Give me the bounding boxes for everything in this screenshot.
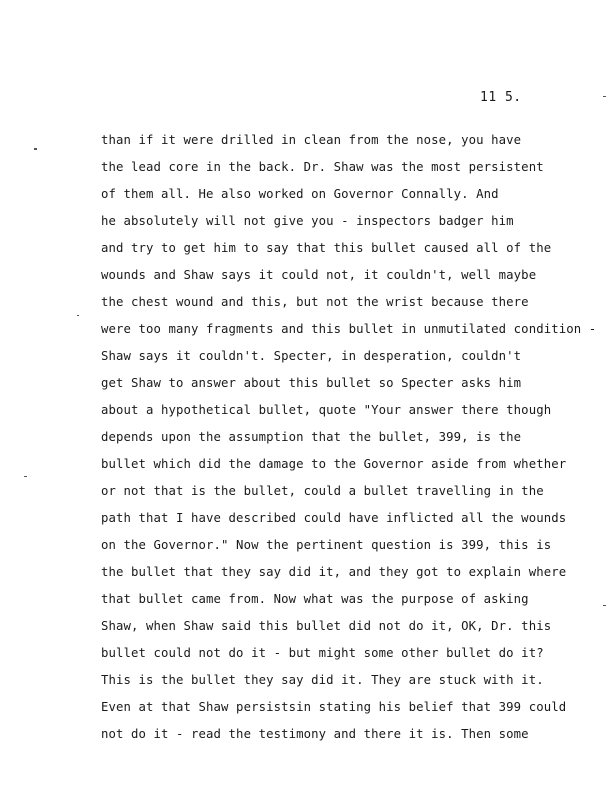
text-line: This is the bullet they say did it. They are stuck with it.	[101, 673, 544, 687]
text-line: the bullet that they say did it, and they got to explain where	[101, 565, 567, 579]
scan-speck	[24, 476, 27, 477]
text-line: that bullet came from. Now what was the purpose of asking	[101, 592, 529, 606]
scan-speck	[603, 605, 606, 606]
text-line: were too many fragments and this bullet in unmutilated condition -	[101, 322, 597, 336]
text-line: depends upon the assumption that the bullet, 399, is the	[101, 430, 522, 444]
scan-speck	[603, 96, 606, 97]
text-line: Shaw, when Shaw said this bullet did not do it, OK, Dr. this	[101, 619, 552, 633]
body-text	[101, 127, 601, 748]
scan-speck	[34, 148, 37, 150]
text-line: than if it were drilled in clean from the nose, you have	[101, 133, 522, 147]
text-line: not do it - read the testimony and there it is. Then some	[101, 727, 529, 741]
text-line: Even at that Shaw persistsin stating his belief that 399 could	[101, 700, 567, 714]
text-line: about a hypothetical bullet, quote "Your answer there though	[101, 403, 552, 417]
text-line: wounds and Shaw says it could not, it couldn't, well maybe	[101, 268, 537, 282]
text-line: the lead core in the back. Dr. Shaw was the most persistent	[101, 160, 544, 174]
text-line: of them all. He also worked on Governor Connally. And	[101, 187, 499, 201]
text-line: path that I have described could have inflicted all the wounds	[101, 511, 567, 525]
page-number: 11 5.	[480, 90, 522, 105]
text-line: he absolutely will not give you - inspectors badger him	[101, 214, 514, 228]
text-line: bullet which did the damage to the Governor aside from whether	[101, 457, 567, 471]
text-line: the chest wound and this, but not the wrist because there	[101, 295, 529, 309]
text-line: Shaw says it couldn't. Specter, in desperation, couldn't	[101, 349, 522, 363]
text-line: bullet could not do it - but might some other bullet do it?	[101, 646, 544, 660]
text-line: or not that is the bullet, could a bullet travelling in the	[101, 484, 544, 498]
text-line: and try to get him to say that this bullet caused all of the	[101, 241, 552, 255]
text-line: on the Governor." Now the pertinent question is 399, this is	[101, 538, 552, 552]
text-line: get Shaw to answer about this bullet so Specter asks him	[101, 376, 522, 390]
scan-speck	[77, 315, 79, 316]
